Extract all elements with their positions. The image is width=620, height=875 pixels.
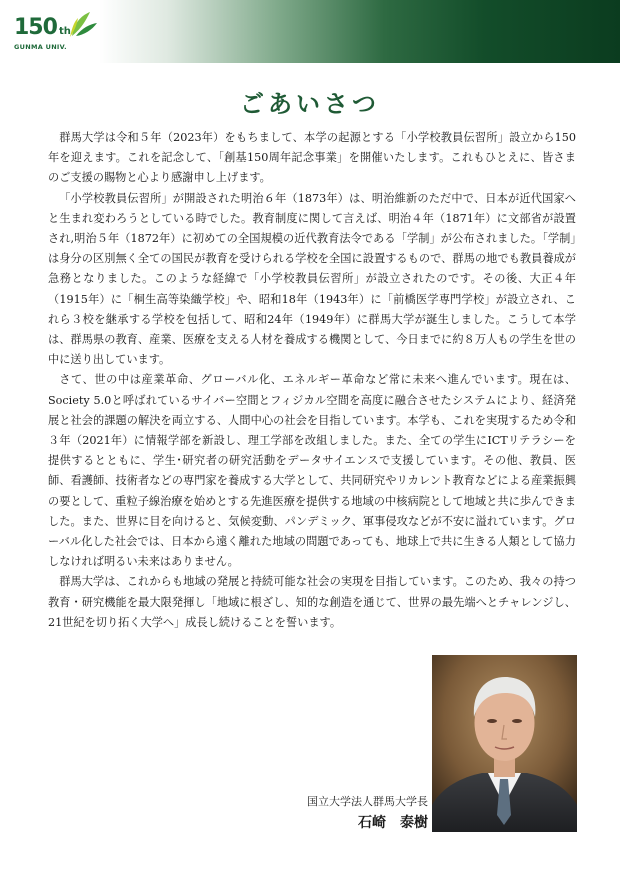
leaf-icon <box>68 10 98 38</box>
page-title: ごあいさつ <box>240 89 380 118</box>
logo-subtitle: GUNMA UNIV. <box>14 43 67 51</box>
paragraph: 群馬大学は令和５年（2023年）をもちまして、本学の起源とする「小学校教員伝習所」設立から150年を迎えます。これを記念して、「創基150周年記念事業」を開催いたします。これもひとえに、皆さまのご支援の賜物と心より感謝申し上げます。 <box>48 131 576 185</box>
logo-number: 150 <box>14 15 57 40</box>
header-banner <box>0 0 620 63</box>
signature-title: 国立大学法人群馬大学長 <box>307 795 428 808</box>
paragraph: さて、世の中は産業革命、グローバル化、エネルギー革命など常に未来へ進んでいます。現在は、Society 5.0と呼ばれているサイバー空間とフィジカル空間を高度に融合させたシステムにより、経済発展と社会的課題の解決を両立する、人間中心の社会を目指しています。本学も、これを実現するため令和３年（2021年）に情報学部を新設し、理工学部を改組しました。また、全ての学生にICTリテラシーを提供するとともに、学生･研究者の研究活動をデータサイエンスで支援しています。その他、教員、医師、看護師、技術者などの専門家を養成する大学として、共同研究やリカレント教育などによる産業振興の要として、重粒子線治療を始めとする先進医療を提供する地域の中核病院として地域と共に歩んできました。また、世界に目を向けると、気候変動、パンデミック、軍事侵攻などが不安に溢れています。グローバル化した社会では、日本から遠く離れた地域の問題であっても、地球上で共に生きる人類として協力しなければ明るい未来はありません。 <box>48 373 576 569</box>
president-portrait <box>432 655 577 832</box>
greeting-body <box>48 128 576 633</box>
logo-suffix: th <box>59 26 71 37</box>
paragraph: 「小学校教員伝習所」が開設された明治６年（1873年）は、明治維新のただ中で、日本が近代国家へと生まれ変わろうとしている時でした。教育制度に関して言えば、明治４年（1871年）に文部省が設置され,明治５年（1872年）に初めての全国規模の近代教育法令である「学制」が公布されました。「学制」は身分の区別無く全ての国民が教育を受けられる学校を全国に設置するもので、群馬の地でも教員養成が急務となりました。このような経緯で「小学校教員伝習所」が設立されたのです。その後、大正４年（1915年）に「桐生高等染織学校」や、昭和18年（1943年）に「前橋医学専門学校」が設立され、これら３校を継承する学校を包括して、昭和24年（1949年）に群馬大学が誕生しました。こうして本学は、群馬県の教育、産業、医療を支える人材を養成する機関として、今日までに約８万人もの学生を世の中に送り出しています。 <box>48 191 576 367</box>
portrait-illustration <box>432 655 577 832</box>
anniversary-logo <box>14 10 104 58</box>
paragraph: 群馬大学は、これからも地域の発展と持続可能な社会の実現を目指しています。このため、我々の持つ教育・研究機能を最大限発揮し「地域に根ざし、知的な創造を通じて、世界の最先端へとチャレンジし、21世紀を切り拓く大学へ」成長し続けることを誓います。 <box>48 575 576 629</box>
signature-name: 石崎 泰樹 <box>358 815 428 831</box>
